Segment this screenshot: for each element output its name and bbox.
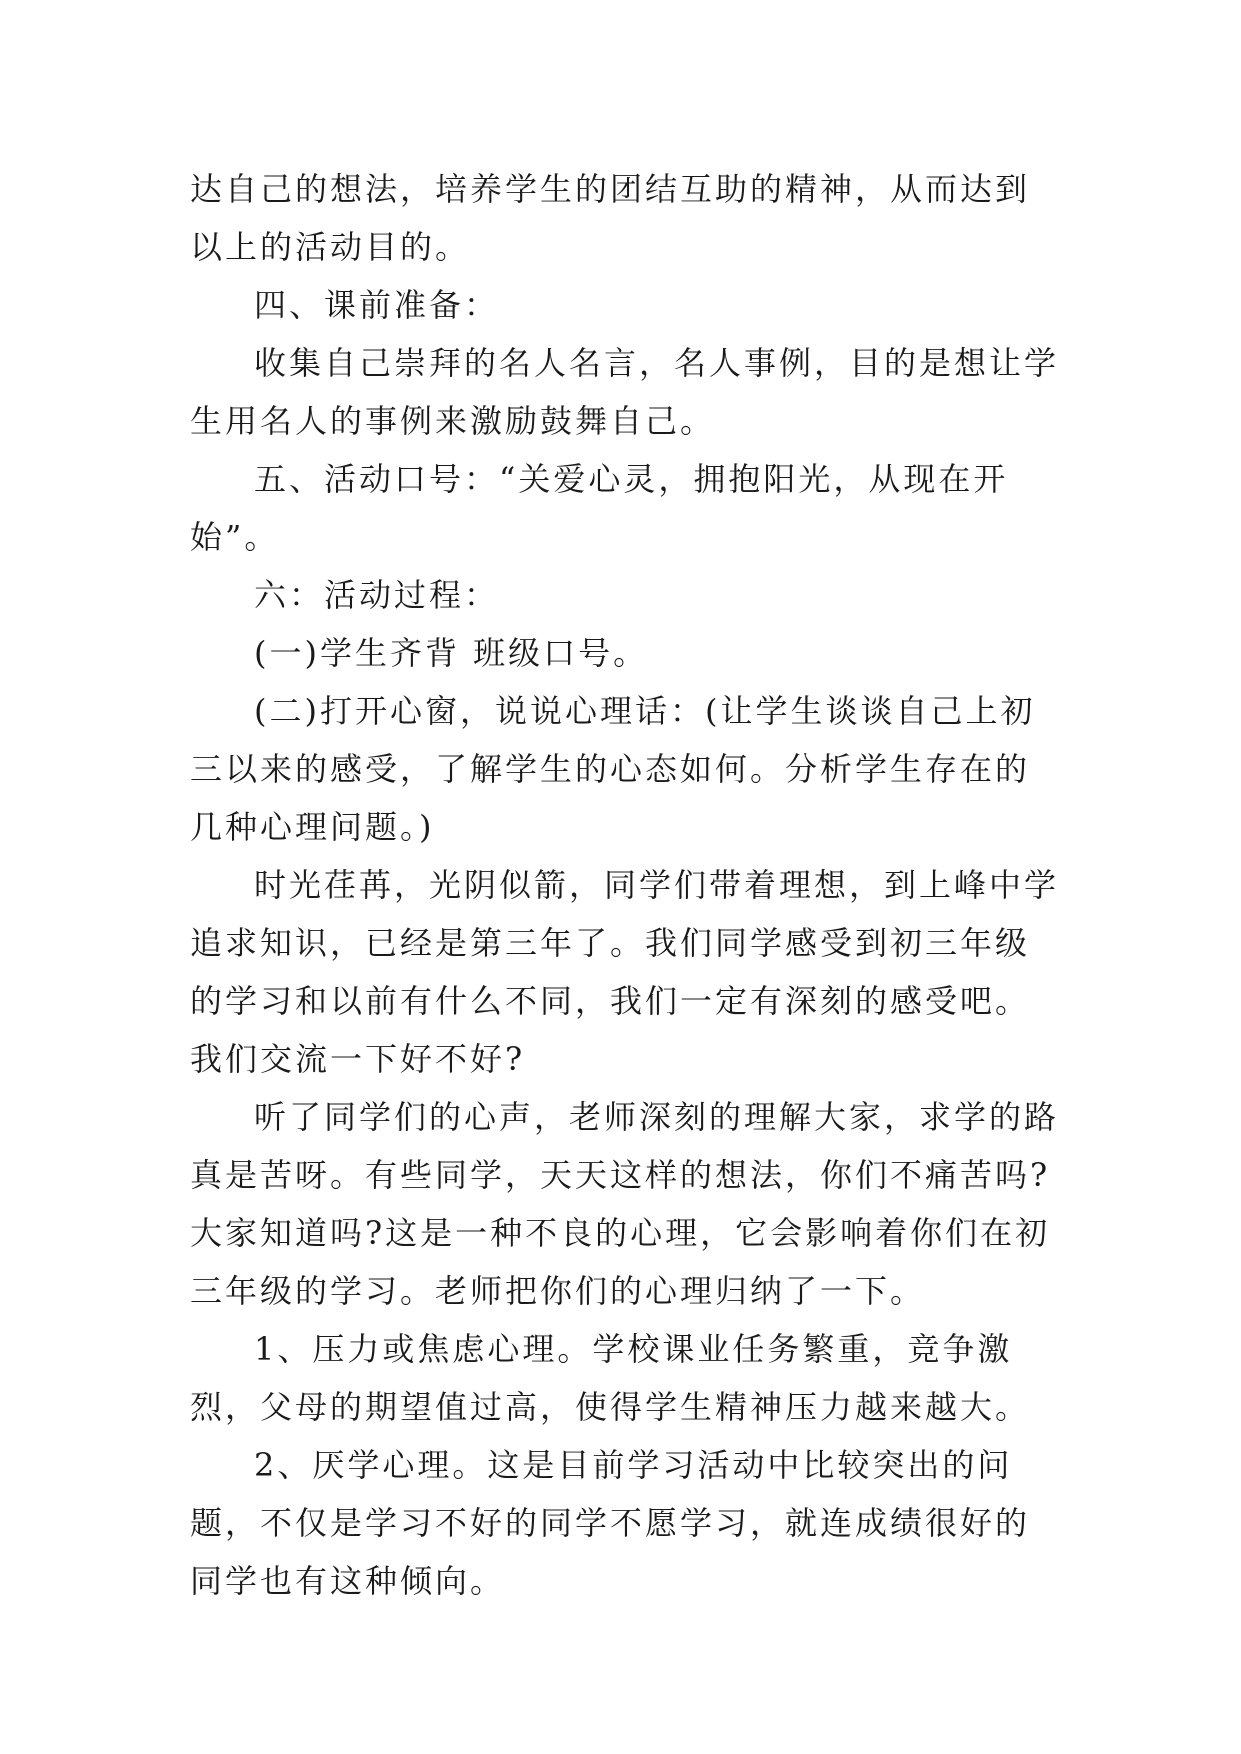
paragraph-9: 听了同学们的心声，老师深刻的理解大家，求学的路真是苦呀。有些同学，天天这样的想法，你们不痛苦吗?大家知道吗?这是一种不良的心理，它会影响着你们在初三年级的学习。老师把你们的心理归纳了一下。 — [190, 1098, 1060, 1310]
paragraph-11: 2、厌学心理。这是目前学习活动中比较突出的问题，不仅是学习不好的同学不愿学习，就连成绩很好的同学也有这种倾向。 — [190, 1446, 1031, 1600]
paragraph-1: 达自己的想法，培养学生的团结互助的精神，从而达到以上的活动目的。 — [190, 170, 1031, 266]
document-body — [190, 160, 1060, 1610]
paragraph-10: 1、压力或焦虑心理。学校课业任务繁重，竞争激烈，父母的期望值过高，使得学生精神压力越来越大。 — [190, 1330, 1031, 1426]
paragraph-2: 四、课前准备： — [254, 286, 500, 324]
paragraph-8: 时光荏苒，光阴似箭，同学们带着理想，到上峰中学追求知识，已经是第三年了。我们同学感受到初三年级的学习和以前有什么不同，我们一定有深刻的感受吧。我们交流一下好不好? — [190, 866, 1060, 1078]
paragraph-7: (二)打开心窗，说说心理话：(让学生谈谈自己上初三以来的感受，了解学生的心态如何。分析学生存在的几种心理问题。) — [190, 692, 1036, 846]
paragraph-4: 五、活动口号：“关爱心灵，拥抱阳光，从现在开始”。 — [190, 460, 1009, 556]
paragraph-6: (一)学生齐背 班级口号。 — [254, 634, 649, 672]
paragraph-5: 六：活动过程： — [254, 576, 500, 614]
paragraph-3: 收集自己崇拜的名人名言，名人事例，目的是想让学生用名人的事例来激励鼓舞自己。 — [190, 344, 1060, 440]
